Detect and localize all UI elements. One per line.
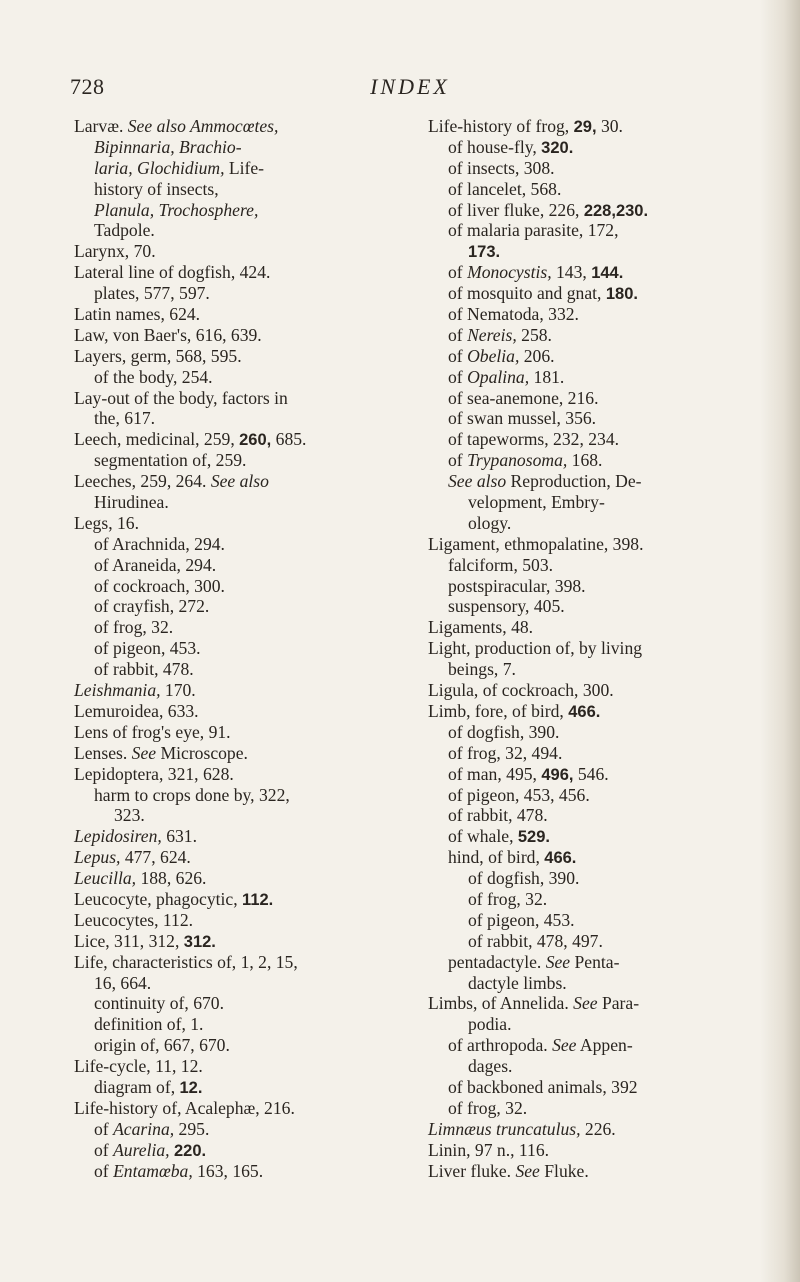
index-entry — [74, 471, 414, 492]
entry-text: of — [94, 1139, 114, 1160]
entry-text: Life-history of, Acalephæ, 216. — [74, 1097, 295, 1118]
entry-text: Leeches, 259, 264. — [74, 471, 211, 492]
entry-text: 546. — [573, 763, 609, 784]
entry-text: of pigeon, 453. — [94, 638, 201, 659]
entry-text: of Arachnida, 294. — [94, 533, 225, 554]
entry-text: Law, von Baer's, 616, 639. — [74, 324, 262, 345]
index-subentry — [428, 492, 743, 513]
entry-text: of house-fly, — [448, 136, 542, 157]
index-entry — [74, 931, 414, 952]
index-column-left — [74, 116, 414, 1181]
entry-text: of pigeon, 453, 456. — [448, 784, 590, 805]
bold-page-reference: 320. — [541, 138, 574, 157]
index-subentry — [428, 1098, 743, 1119]
index-entry — [74, 680, 414, 701]
italic-term: laria, Glochidium, — [94, 157, 225, 178]
index-entry — [74, 910, 414, 931]
entry-text: of liver fluke, 226, — [448, 199, 584, 220]
entry-text: of sea-anemone, 216. — [448, 387, 599, 408]
entry-text: of malaria parasite, 172, — [448, 220, 619, 241]
bold-page-reference: 312. — [183, 932, 216, 951]
index-subentry — [428, 805, 743, 826]
entry-text: Lemuroidea, 633. — [74, 700, 199, 721]
entry-text: harm to crops done by, 322, — [94, 784, 290, 805]
index-subentry — [428, 200, 743, 221]
bold-page-reference: 466. — [544, 849, 577, 868]
entry-text: Larvæ. — [74, 116, 128, 136]
entry-text: diagram of, — [94, 1076, 180, 1097]
index-subentry — [74, 283, 414, 304]
entry-text: 188, 626. — [136, 868, 207, 889]
entry-text: Lateral line of dogfish, 424. — [74, 262, 271, 283]
index-subentry — [74, 1014, 414, 1035]
italic-term: Bipinnaria, Brachio- — [94, 136, 242, 157]
index-entry — [74, 262, 414, 283]
entry-text: of lancelet, 568. — [448, 178, 562, 199]
entry-text: Life-history of frog, — [428, 116, 574, 136]
index-subentry — [428, 158, 743, 179]
entry-text: of cockroach, 300. — [94, 575, 225, 596]
index-subentry — [428, 262, 743, 283]
italic-term: See also Ammocœtes, — [127, 116, 279, 136]
bold-page-reference: 260, — [239, 431, 272, 450]
entry-text: 143, — [551, 262, 592, 283]
italic-term: See — [552, 1035, 577, 1056]
entry-text: of frog, 32, 494. — [448, 742, 563, 763]
entry-text: of rabbit, 478, 497. — [468, 930, 603, 951]
italic-term: Acarina, — [113, 1118, 175, 1139]
entry-text: of the body, 254. — [94, 366, 213, 387]
entry-text: Lenses. — [74, 742, 132, 763]
entry-text: 16, 664. — [94, 972, 152, 993]
bold-page-reference: 180. — [605, 285, 638, 304]
entry-text: Hirudinea. — [94, 492, 169, 513]
entry-text: of dogfish, 390. — [468, 868, 580, 889]
index-entry — [428, 680, 743, 701]
index-subentry — [428, 346, 743, 367]
index-subentry — [74, 492, 414, 513]
index-subentry — [74, 534, 414, 555]
index-entry — [428, 1119, 743, 1140]
italic-term: Leucilla, — [74, 868, 137, 889]
entry-text: Linin, 97 n., 116. — [428, 1139, 550, 1160]
bold-page-reference: 12. — [179, 1078, 203, 1097]
index-subentry — [428, 952, 743, 973]
italic-term: Monocystis, — [467, 262, 552, 283]
bold-page-reference: 144. — [591, 264, 624, 283]
index-subentry — [428, 367, 743, 388]
index-entry — [428, 1161, 743, 1182]
italic-term: See — [131, 742, 157, 763]
index-subentry — [428, 1035, 743, 1056]
entry-text: segmentation of, 259. — [94, 450, 247, 471]
entry-text: Fluke. — [539, 1160, 589, 1181]
entry-text: dages. — [468, 1056, 513, 1077]
index-subentry — [428, 743, 743, 764]
italic-term: Nereis, — [467, 324, 517, 345]
bold-page-reference: 466. — [568, 702, 601, 721]
index-subentry — [74, 137, 414, 158]
index-entry — [74, 513, 414, 534]
entry-text: of arthropoda. — [448, 1035, 553, 1056]
index-subentry — [428, 241, 743, 262]
italic-term: See — [573, 993, 598, 1014]
entry-text: of — [448, 366, 468, 387]
index-subentry — [428, 513, 743, 534]
bold-page-reference: 496, — [541, 765, 574, 784]
index-entry — [74, 826, 414, 847]
index-entry — [74, 429, 414, 450]
index-subentry — [74, 1140, 414, 1161]
index-subentry — [428, 910, 743, 931]
index-subentry — [428, 596, 743, 617]
entry-text: 631. — [161, 826, 197, 847]
entry-text: of whale, — [448, 826, 518, 847]
index-entry — [74, 388, 414, 409]
entry-text: falciform, 503. — [448, 554, 554, 575]
entry-text: Life- — [224, 157, 265, 178]
index-subentry — [428, 408, 743, 429]
index-subentry — [74, 1035, 414, 1056]
bold-page-reference: 228,230. — [583, 201, 649, 220]
italic-term: Entamœba, — [113, 1160, 193, 1181]
index-subentry — [428, 325, 743, 346]
entry-text: Light, production of, by living — [428, 638, 643, 659]
index-subentry — [428, 1056, 743, 1077]
index-subentry — [74, 993, 414, 1014]
entry-text: postspiracular, 398. — [448, 575, 586, 596]
entry-text: continuity of, 670. — [94, 993, 224, 1014]
entry-text: 206. — [519, 345, 555, 366]
index-subentry — [74, 576, 414, 597]
entry-text: of dogfish, 390. — [448, 721, 560, 742]
index-subentry — [74, 1119, 414, 1140]
bold-page-reference: 529. — [517, 828, 550, 847]
italic-term: Planula, Trochosphere, — [94, 199, 259, 220]
index-entry — [74, 764, 414, 785]
entry-text: of frog, 32. — [94, 617, 174, 638]
entry-text: Ligament, ethmopalatine, 398. — [428, 533, 644, 554]
entry-text: of rabbit, 478. — [448, 805, 548, 826]
entry-text: history of insects, — [94, 178, 219, 199]
index-subentry — [74, 617, 414, 638]
entry-text: Latin names, 624. — [74, 304, 201, 325]
entry-text: of Araneida, 294. — [94, 554, 217, 575]
index-subentry — [428, 304, 743, 325]
entry-text: of — [448, 262, 468, 283]
running-head: INDEX — [370, 74, 450, 99]
entry-text: 477, 624. — [120, 847, 191, 868]
entry-text: of — [448, 324, 468, 345]
page-header — [70, 74, 750, 104]
index-subentry — [428, 659, 743, 680]
italic-term: Leishmania, — [74, 680, 161, 701]
entry-text: Tadpole. — [94, 220, 155, 241]
index-subentry — [428, 722, 743, 743]
italic-term: Aurelia, — [113, 1139, 170, 1160]
index-subentry — [428, 764, 743, 785]
index-entry — [74, 847, 414, 868]
index-subentry — [428, 1014, 743, 1035]
entry-text: 168. — [567, 450, 603, 471]
entry-text: plates, 577, 597. — [94, 283, 210, 304]
index-subentry — [428, 429, 743, 450]
entry-text: of — [94, 1118, 114, 1139]
index-subentry — [428, 889, 743, 910]
index-entry — [74, 346, 414, 367]
entry-text: of Nematoda, 332. — [448, 304, 579, 325]
index-subentry — [428, 1077, 743, 1098]
entry-text: podia. — [468, 1014, 512, 1035]
bold-page-reference: 29, — [573, 118, 597, 136]
index-entry — [428, 617, 743, 638]
entry-text: Life-cycle, 11, 12. — [74, 1056, 203, 1077]
index-entry — [74, 1098, 414, 1119]
italic-term: Trypanosoma, — [467, 450, 568, 471]
index-subentry — [74, 179, 414, 200]
index-entry — [428, 638, 743, 659]
italic-term: See also — [448, 471, 507, 492]
index-subentry — [74, 973, 414, 994]
entry-text: Liver fluke. — [428, 1160, 516, 1181]
entry-text: of pigeon, 453. — [468, 909, 575, 930]
entry-text: of mosquito and gnat, — [448, 283, 606, 304]
index-subentry — [428, 973, 743, 994]
entry-text: Reproduction, De- — [506, 471, 642, 492]
index-subentry — [428, 555, 743, 576]
entry-text: 323. — [114, 805, 145, 826]
entry-text: Limbs, of Annelida. — [428, 993, 574, 1014]
index-entry — [428, 1140, 743, 1161]
index-subentry — [74, 450, 414, 471]
index-entry — [74, 743, 414, 764]
italic-term: See also — [210, 471, 269, 492]
bold-page-reference: 173. — [468, 243, 501, 262]
entry-text: of rabbit, 478. — [94, 659, 194, 680]
entry-text: Leucocytes, 112. — [74, 909, 194, 930]
italic-term: See — [515, 1160, 540, 1181]
index-subentry — [428, 388, 743, 409]
index-subentry — [74, 785, 414, 806]
index-subentry — [428, 220, 743, 241]
entry-text: Penta- — [570, 951, 620, 972]
entry-text: of swan mussel, 356. — [448, 408, 597, 429]
entry-text: Para- — [597, 993, 640, 1014]
entry-text: beings, 7. — [448, 659, 516, 680]
page-edge-shadow — [760, 0, 800, 1282]
index-entry — [428, 116, 743, 137]
index-subentry — [428, 283, 743, 304]
index-subentry — [428, 576, 743, 597]
entry-text: of insects, 308. — [448, 157, 555, 178]
entry-text: hind, of bird, — [448, 847, 545, 868]
italic-term: Obelia, — [467, 345, 520, 366]
entry-text: Lepidoptera, 321, 628. — [74, 763, 234, 784]
index-subentry — [428, 137, 743, 158]
entry-text: Layers, germ, 568, 595. — [74, 345, 242, 366]
index-subentry — [74, 1161, 414, 1182]
index-subentry — [74, 805, 414, 826]
index-entry — [74, 116, 414, 137]
entry-text: velopment, Embry- — [468, 492, 605, 513]
entry-text: of — [94, 1160, 114, 1181]
index-entry — [74, 241, 414, 262]
index-subentry — [74, 220, 414, 241]
index-entry — [428, 993, 743, 1014]
index-subentry — [74, 200, 414, 221]
entry-text: Legs, 16. — [74, 512, 139, 533]
index-entry — [74, 701, 414, 722]
index-subentry — [74, 638, 414, 659]
entry-text: 226. — [580, 1118, 616, 1139]
entry-text: Lice, 311, 312, — [74, 930, 184, 951]
index-subentry — [428, 785, 743, 806]
index-entry — [428, 534, 743, 555]
page-number: 728 — [70, 74, 105, 99]
index-entry — [74, 722, 414, 743]
index-subentry — [74, 596, 414, 617]
entry-text: of frog, 32. — [468, 888, 548, 909]
index-subentry — [428, 450, 743, 471]
index-column-right — [428, 116, 743, 1181]
italic-term: Lepidosiren, — [74, 826, 162, 847]
bold-page-reference: 112. — [242, 890, 274, 909]
italic-term: See — [545, 951, 571, 972]
entry-text: of — [448, 345, 468, 366]
entry-text: of frog, 32. — [448, 1097, 528, 1118]
bold-page-reference: 220. — [174, 1141, 207, 1160]
entry-text: 170. — [160, 680, 196, 701]
entry-text: Limb, fore, of bird, — [428, 700, 569, 721]
entry-text: pentadactyle. — [448, 951, 546, 972]
entry-text: Life, characteristics of, 1, 2, 15, — [74, 951, 298, 972]
entry-text: Appen- — [576, 1035, 633, 1056]
index-subentry — [428, 179, 743, 200]
entry-text: of tapeworms, 232, 234. — [448, 429, 620, 450]
index-subentry — [74, 408, 414, 429]
index-subentry — [74, 367, 414, 388]
entry-text: suspensory, 405. — [448, 596, 565, 617]
entry-text: Leech, medicinal, 259, — [74, 429, 240, 450]
entry-text: 295. — [174, 1118, 210, 1139]
italic-term: Lepus, — [74, 847, 121, 868]
index-entry — [74, 1056, 414, 1077]
index-entry — [74, 889, 414, 910]
index-subentry — [74, 1077, 414, 1098]
entry-text: of — [448, 450, 468, 471]
entry-text: Microscope. — [156, 742, 248, 763]
index-entry — [428, 701, 743, 722]
index-entry — [74, 325, 414, 346]
entry-text: 181. — [529, 366, 565, 387]
index-subentry — [74, 158, 414, 179]
entry-text: 685. — [271, 429, 307, 450]
index-subentry — [428, 868, 743, 889]
entry-text: the, 617. — [94, 408, 156, 429]
entry-text: dactyle limbs. — [468, 972, 567, 993]
entry-text: of man, 495, — [448, 763, 542, 784]
entry-text: definition of, 1. — [94, 1014, 204, 1035]
index-entry — [74, 868, 414, 889]
index-entry — [74, 952, 414, 973]
entry-text: ology. — [468, 512, 512, 533]
entry-text: of crayfish, 272. — [94, 596, 210, 617]
index-subentry — [74, 659, 414, 680]
index-subentry — [74, 555, 414, 576]
index-entry — [74, 304, 414, 325]
index-subentry — [428, 847, 743, 868]
entry-text: Larynx, 70. — [74, 241, 156, 262]
entry-text: Leucocyte, phagocytic, — [74, 888, 243, 909]
italic-term: Limnæus truncatulus, — [428, 1118, 581, 1139]
entry-text: Ligaments, 48. — [428, 617, 534, 638]
entry-text: Lens of frog's eye, 91. — [74, 721, 231, 742]
entry-text: Ligula, of cockroach, 300. — [428, 680, 614, 701]
index-subentry — [428, 471, 743, 492]
entry-text: Lay-out of the body, factors in — [74, 387, 288, 408]
entry-text: origin of, 667, 670. — [94, 1035, 230, 1056]
entry-text: of backboned animals, 392 — [448, 1076, 638, 1097]
entry-text: 258. — [516, 324, 552, 345]
index-subentry — [428, 931, 743, 952]
entry-text: 30. — [596, 116, 623, 136]
italic-term: Opalina, — [467, 366, 530, 387]
entry-text: 163, 165. — [192, 1160, 264, 1181]
index-subentry — [428, 826, 743, 847]
